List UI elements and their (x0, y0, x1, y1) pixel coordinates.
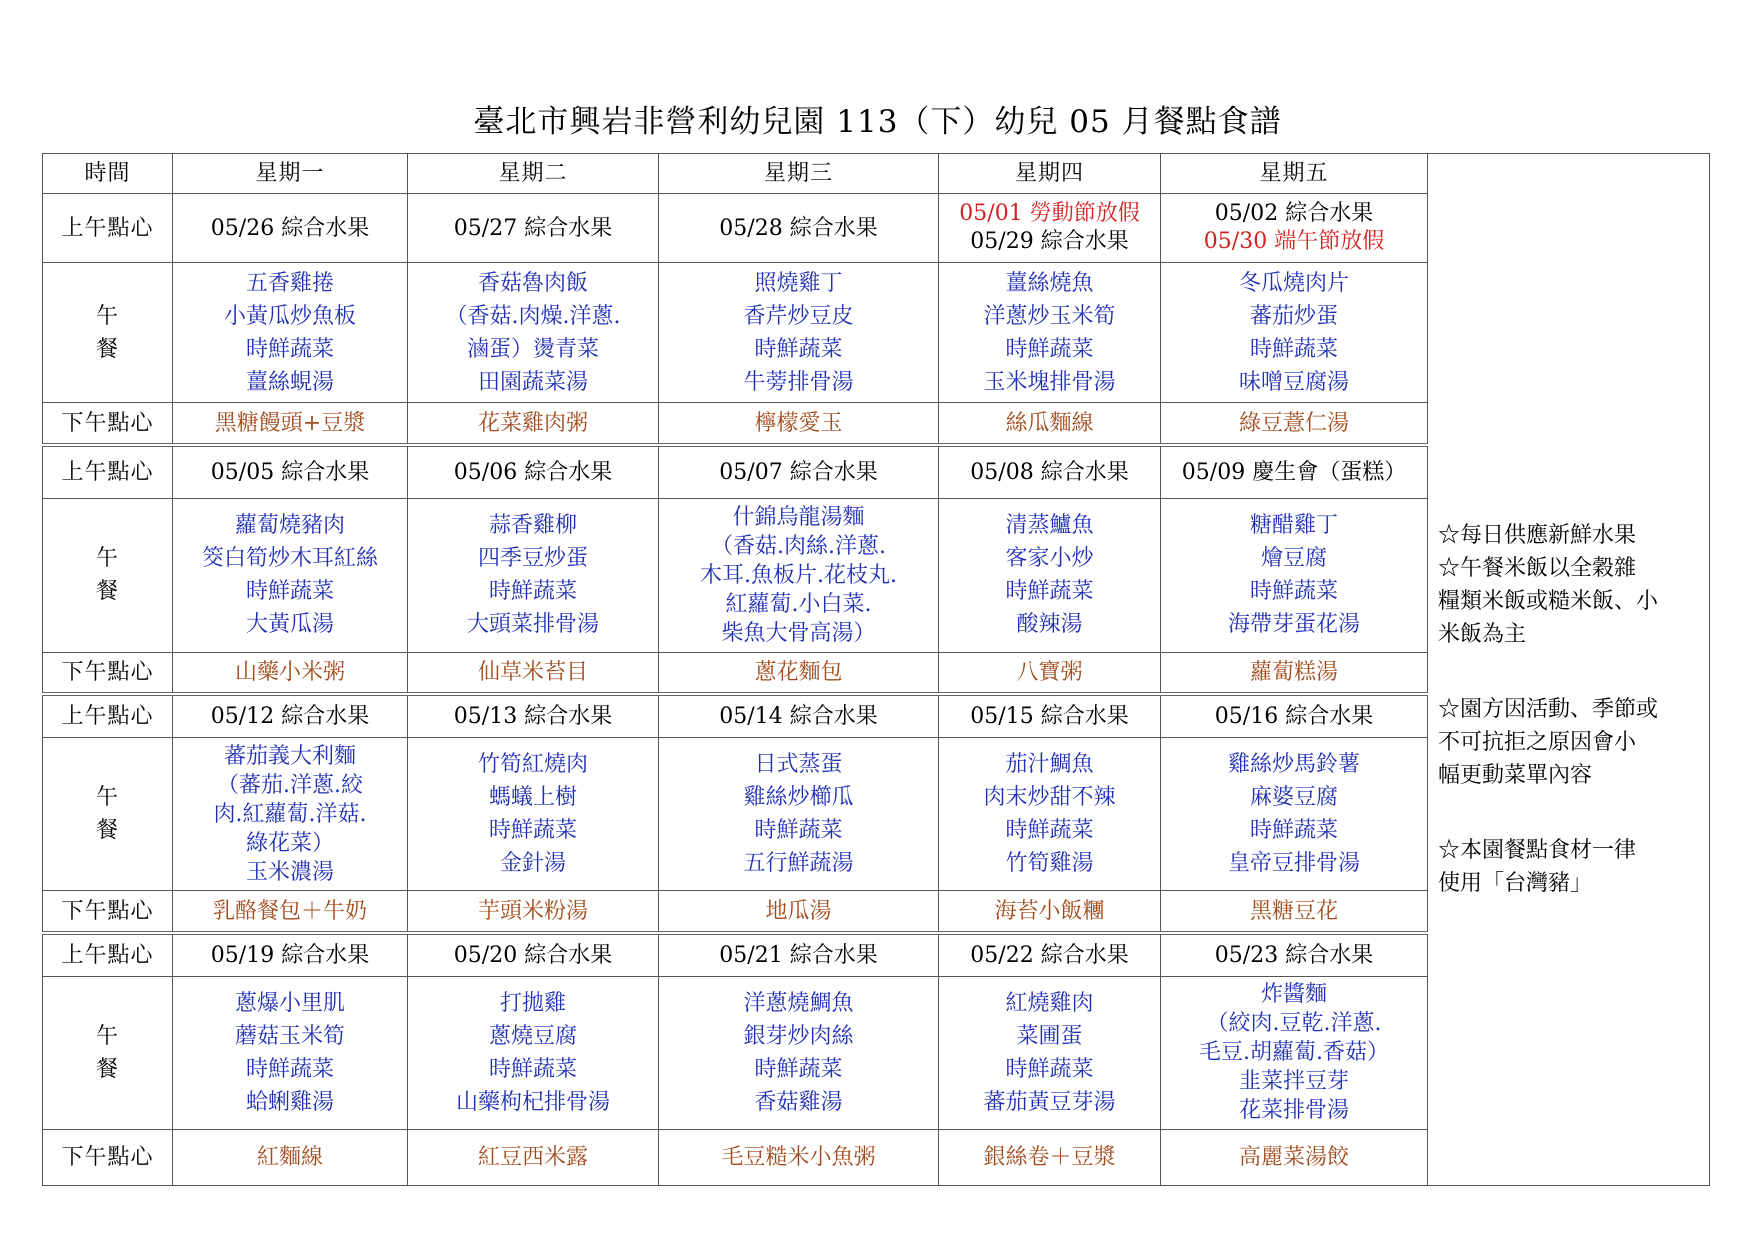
lunch-cell (939, 499, 1161, 653)
header-day-5: 星期五 (1161, 154, 1428, 194)
afternoon-snack-cell: 檸檬愛玉 (659, 403, 939, 445)
note-line: ☆本園餐點食材一律 (1438, 838, 1637, 863)
lunch-dish: 木耳.魚板片.花枝丸. (700, 562, 897, 588)
morning-snack: 05/08 綜合水果 (970, 459, 1129, 485)
afternoon-snack-cell: 地瓜湯 (659, 891, 939, 933)
morning-snack: 05/05 綜合水果 (210, 459, 370, 485)
lunch-dish: 時鮮蔬菜 (488, 579, 577, 605)
afternoon-snack-cell: 花菜雞肉粥 (408, 403, 659, 445)
morning-label: 上午點心 (43, 933, 173, 976)
lunch-dish: 客家小炒 (1005, 546, 1094, 572)
lunch-dish: 竹筍紅燒肉 (477, 752, 588, 778)
lunch-dish: 蘑菇玉米筍 (234, 1023, 345, 1049)
lunch-dish: 時鮮蔬菜 (1005, 1056, 1094, 1082)
afternoon-snack-cell: 山藥小米粥 (173, 652, 408, 694)
lunch-dish: 酸辣湯 (1016, 612, 1083, 638)
page-title: 臺北市興岩非營利幼兒園 113（下）幼兒 05 月餐點食譜 (473, 104, 1282, 140)
lunch-cell (408, 263, 659, 403)
holiday-note: 05/30 端午節放假 (1203, 229, 1385, 255)
menu-table-body (43, 154, 1710, 1186)
lunch-dish: 五香雞捲 (245, 270, 334, 296)
lunch-dish: 照燒雞丁 (754, 270, 843, 296)
morning-snack-cell (939, 694, 1161, 737)
afternoon-snack-cell: 黑糖豆花 (1161, 891, 1428, 933)
lunch-dish: 糖醋雞丁 (1249, 513, 1338, 539)
lunch-dish: 四季豆炒蛋 (477, 546, 588, 572)
afternoon-snack-cell: 乳酪餐包＋牛奶 (173, 891, 408, 933)
lunch-cell (173, 499, 408, 653)
lunch-dish: 螞蟻上樹 (488, 785, 577, 811)
lunch-dish: 時鮮蔬菜 (245, 579, 334, 605)
lunch-dish: 什錦烏龍湯麵 (732, 504, 865, 530)
morning-snack-cell (173, 193, 408, 262)
afternoon-label: 下午點心 (43, 403, 173, 445)
lunch-dish: （蕃茄.洋蔥.絞 (217, 772, 363, 798)
morning-snack-cell (939, 193, 1161, 262)
lunch-dish: 時鮮蔬菜 (1005, 579, 1094, 605)
morning-snack-cell (939, 933, 1161, 976)
lunch-dish: 毛豆.胡蘿蔔.香菇） (1199, 1040, 1389, 1066)
lunch-dish: 韭菜拌豆芽 (1238, 1069, 1349, 1095)
lunch-dish: 滷蛋）燙青菜 (466, 336, 599, 362)
afternoon-snack-cell: 高麗菜湯餃 (1161, 1130, 1428, 1186)
lunch-dish: 田園蔬菜湯 (477, 369, 588, 395)
morning-snack-cell (408, 193, 659, 262)
lunch-dish: 麻婆豆腐 (1249, 785, 1338, 811)
morning-snack: 05/06 綜合水果 (453, 459, 613, 485)
lunch-dish: 時鮮蔬菜 (1005, 336, 1094, 362)
lunch-cell (659, 976, 939, 1130)
lunch-dish: 玉米塊排骨湯 (983, 369, 1116, 395)
lunch-label-top: 午 (95, 546, 119, 572)
lunch-dish: 時鮮蔬菜 (1005, 818, 1094, 844)
morning-snack-cell (659, 933, 939, 976)
morning-snack-cell (1161, 193, 1428, 262)
note-line: 糧類米飯或糙米飯、小 (1438, 589, 1659, 614)
lunch-label (43, 737, 173, 891)
header-day-1: 星期一 (173, 154, 408, 194)
lunch-dish: 蔥爆小里肌 (234, 990, 345, 1016)
lunch-cell (1161, 263, 1428, 403)
morning-snack: 05/07 綜合水果 (719, 459, 878, 485)
morning-snack: 05/28 綜合水果 (719, 215, 878, 241)
lunch-dish: 時鮮蔬菜 (1249, 336, 1338, 362)
lunch-dish: 薑絲蜆湯 (245, 369, 334, 395)
note-line: 米飯為主 (1438, 622, 1527, 647)
lunch-dish: 蒜香雞柳 (488, 513, 577, 539)
lunch-dish: 蕃茄黃豆芽湯 (983, 1089, 1116, 1115)
lunch-dish: 紅燒雞肉 (1005, 990, 1094, 1016)
lunch-dish: 香菇魯肉飯 (477, 270, 588, 296)
lunch-dish: 菜圃蛋 (1016, 1023, 1083, 1049)
lunch-dish: 薑絲燒魚 (1005, 270, 1094, 296)
lunch-dish: 時鮮蔬菜 (1249, 579, 1338, 605)
note-line: 不可抗拒之原因會小 (1438, 730, 1637, 755)
lunch-cell (939, 976, 1161, 1130)
lunch-dish: 時鮮蔬菜 (1249, 818, 1338, 844)
lunch-cell (408, 499, 659, 653)
morning-snack: 05/23 綜合水果 (1214, 942, 1374, 968)
afternoon-snack-cell: 芋頭米粉湯 (408, 891, 659, 933)
lunch-dish: 蕃茄炒蛋 (1249, 303, 1338, 329)
lunch-dish: 筊白筍炒木耳紅絲 (201, 546, 378, 572)
lunch-dish: 時鮮蔬菜 (488, 1056, 577, 1082)
lunch-dish: 銀芽炒肉絲 (743, 1023, 854, 1049)
lunch-cell (939, 737, 1161, 891)
morning-snack-cell (173, 445, 408, 499)
lunch-dish: 柴魚大骨高湯） (721, 620, 876, 646)
lunch-dish: 時鮮蔬菜 (488, 818, 577, 844)
lunch-dish: 蘿蔔燒豬肉 (234, 513, 345, 539)
lunch-label-top: 午 (95, 1023, 119, 1049)
lunch-dish: 花菜排骨湯 (1238, 1098, 1349, 1124)
afternoon-snack-cell: 銀絲卷＋豆漿 (939, 1130, 1161, 1186)
lunch-label-top: 午 (95, 785, 119, 811)
lunch-cell (408, 737, 659, 891)
morning-label: 上午點心 (43, 445, 173, 499)
lunch-dish: （香菇.肉絲.洋蔥. (711, 533, 886, 559)
afternoon-snack-cell: 蘿蔔糕湯 (1161, 652, 1428, 694)
notes-cell (1428, 154, 1710, 1186)
lunch-dish: （香菇.肉燥.洋蔥. (445, 303, 621, 329)
morning-snack: 05/14 綜合水果 (719, 703, 878, 729)
lunch-dish: 洋蔥炒玉米筍 (983, 303, 1116, 329)
morning-snack: 05/19 綜合水果 (210, 942, 370, 968)
lunch-cell (939, 263, 1161, 403)
lunch-dish: 時鮮蔬菜 (754, 336, 843, 362)
morning-snack-cell (173, 933, 408, 976)
lunch-dish: 蕃茄義大利麵 (223, 743, 356, 769)
morning-snack-cell (1161, 933, 1428, 976)
lunch-dish: 打拋雞 (499, 990, 566, 1016)
morning-snack: 05/09 慶生會（蛋糕） (1181, 459, 1407, 485)
afternoon-snack-cell: 仙草米苔目 (408, 652, 659, 694)
lunch-label-bottom: 餐 (95, 818, 119, 844)
lunch-dish: 蔥燒豆腐 (488, 1023, 577, 1049)
afternoon-label: 下午點心 (43, 1130, 173, 1186)
lunch-dish: 時鮮蔬菜 (245, 336, 334, 362)
lunch-dish: 茄汁鯛魚 (1005, 752, 1094, 778)
lunch-cell (1161, 737, 1428, 891)
morning-snack: 05/26 綜合水果 (210, 215, 370, 241)
note-line: ☆午餐米飯以全穀雜 (1438, 556, 1637, 581)
morning-snack: 05/20 綜合水果 (453, 942, 613, 968)
lunch-dish: 燴豆腐 (1260, 546, 1327, 572)
afternoon-snack-cell: 蔥花麵包 (659, 652, 939, 694)
lunch-dish: 冬瓜燒肉片 (1238, 270, 1349, 296)
lunch-dish: 炸醬麵 (1260, 982, 1327, 1008)
lunch-dish: 洋蔥燒鯛魚 (743, 990, 854, 1016)
morning-label: 上午點心 (43, 694, 173, 737)
lunch-cell (173, 737, 408, 891)
header-time: 時間 (43, 154, 173, 194)
menu-table (42, 153, 1710, 1186)
note-line: 幅更動菜單內容 (1438, 763, 1593, 788)
lunch-dish: 蛤蜊雞湯 (245, 1089, 334, 1115)
morning-snack-cell (408, 445, 659, 499)
afternoon-snack-cell: 紅豆西米露 (408, 1130, 659, 1186)
morning-snack-cell (659, 445, 939, 499)
lunch-label-top: 午 (95, 303, 119, 329)
lunch-cell (1161, 499, 1428, 653)
header-row (43, 154, 1710, 194)
morning-snack-cell (939, 445, 1161, 499)
note-block (1438, 834, 1703, 900)
lunch-dish: 小黃瓜炒魚板 (223, 303, 356, 329)
header-day-4: 星期四 (939, 154, 1161, 194)
morning-snack-cell (1161, 445, 1428, 499)
lunch-dish: （絞肉.豆乾.洋蔥. (1206, 1011, 1382, 1037)
lunch-dish: 日式蒸蛋 (754, 752, 843, 778)
morning-label: 上午點心 (43, 193, 173, 262)
lunch-cell (659, 499, 939, 653)
lunch-cell (173, 263, 408, 403)
lunch-label (43, 263, 173, 403)
morning-snack-cell (408, 694, 659, 737)
morning-snack-cell (1161, 694, 1428, 737)
note-block (1438, 693, 1703, 792)
morning-snack-cell (408, 933, 659, 976)
lunch-dish: 香芹炒豆皮 (743, 303, 854, 329)
header-day-2: 星期二 (408, 154, 659, 194)
lunch-dish: 雞絲炒馬鈴薯 (1227, 752, 1360, 778)
morning-snack-cell (173, 694, 408, 737)
afternoon-label: 下午點心 (43, 891, 173, 933)
afternoon-snack-cell: 絲瓜麵線 (939, 403, 1161, 445)
lunch-dish: 肉末炒甜不辣 (983, 785, 1116, 811)
lunch-dish: 竹筍雞湯 (1005, 851, 1094, 877)
note-line: ☆園方因活動、季節或 (1438, 697, 1659, 722)
lunch-dish: 山藥枸杞排骨湯 (455, 1089, 610, 1115)
morning-snack: 05/15 綜合水果 (970, 703, 1129, 729)
lunch-dish: 時鮮蔬菜 (754, 818, 843, 844)
lunch-dish: 大黃瓜湯 (245, 612, 334, 638)
header-day-3: 星期三 (659, 154, 939, 194)
morning-snack: 05/13 綜合水果 (453, 703, 613, 729)
lunch-dish: 皇帝豆排骨湯 (1227, 851, 1360, 877)
morning-snack: 05/02 綜合水果 (1214, 201, 1374, 227)
lunch-label-bottom: 餐 (95, 1056, 119, 1082)
lunch-dish: 肉.紅蘿蔔.洋菇. (213, 801, 367, 827)
afternoon-snack-cell: 海苔小飯糰 (939, 891, 1161, 933)
note-line: ☆每日供應新鮮水果 (1438, 523, 1637, 548)
lunch-cell (659, 737, 939, 891)
lunch-dish: 大頭菜排骨湯 (466, 612, 599, 638)
lunch-dish: 雞絲炒櫛瓜 (743, 785, 854, 811)
afternoon-snack-cell: 綠豆薏仁湯 (1161, 403, 1428, 445)
morning-snack: 05/16 綜合水果 (1214, 703, 1374, 729)
afternoon-snack-cell: 八寶粥 (939, 652, 1161, 694)
lunch-dish: 五行鮮蔬湯 (743, 851, 854, 877)
lunch-label (43, 976, 173, 1130)
lunch-cell (173, 976, 408, 1130)
lunch-dish: 海帶芽蛋花湯 (1227, 612, 1360, 638)
lunch-dish: 金針湯 (499, 851, 566, 877)
lunch-dish: 時鮮蔬菜 (245, 1056, 334, 1082)
lunch-dish: 紅蘿蔔.小白菜. (725, 591, 872, 617)
lunch-dish: 牛蒡排骨湯 (743, 369, 854, 395)
lunch-dish: 味噌豆腐湯 (1238, 369, 1349, 395)
morning-snack: 05/22 綜合水果 (970, 942, 1129, 968)
afternoon-snack-cell: 紅麵線 (173, 1130, 408, 1186)
lunch-dish: 香菇雞湯 (754, 1089, 843, 1115)
lunch-dish: 清蒸鱸魚 (1005, 513, 1094, 539)
lunch-label-bottom: 餐 (95, 336, 119, 362)
lunch-label (43, 499, 173, 653)
lunch-dish: 時鮮蔬菜 (754, 1056, 843, 1082)
afternoon-snack-cell: 毛豆糙米小魚粥 (659, 1130, 939, 1186)
lunch-cell (1161, 976, 1428, 1130)
lunch-cell (408, 976, 659, 1130)
morning-snack: 05/27 綜合水果 (453, 215, 613, 241)
morning-snack: 05/29 綜合水果 (970, 229, 1129, 255)
lunch-cell (659, 263, 939, 403)
afternoon-label: 下午點心 (43, 652, 173, 694)
morning-snack-cell (659, 193, 939, 262)
morning-snack: 05/12 綜合水果 (210, 703, 370, 729)
morning-snack-cell (659, 694, 939, 737)
lunch-dish: 綠花菜） (245, 830, 334, 856)
morning-snack: 05/21 綜合水果 (719, 942, 878, 968)
lunch-label-bottom: 餐 (95, 579, 119, 605)
note-line: 使用「台灣豬」 (1438, 871, 1593, 896)
lunch-dish: 玉米濃湯 (245, 859, 334, 885)
note-block (1438, 519, 1703, 651)
afternoon-snack-cell: 黑糖饅頭+豆漿 (173, 403, 408, 445)
holiday-note: 05/01 勞動節放假 (959, 201, 1140, 227)
